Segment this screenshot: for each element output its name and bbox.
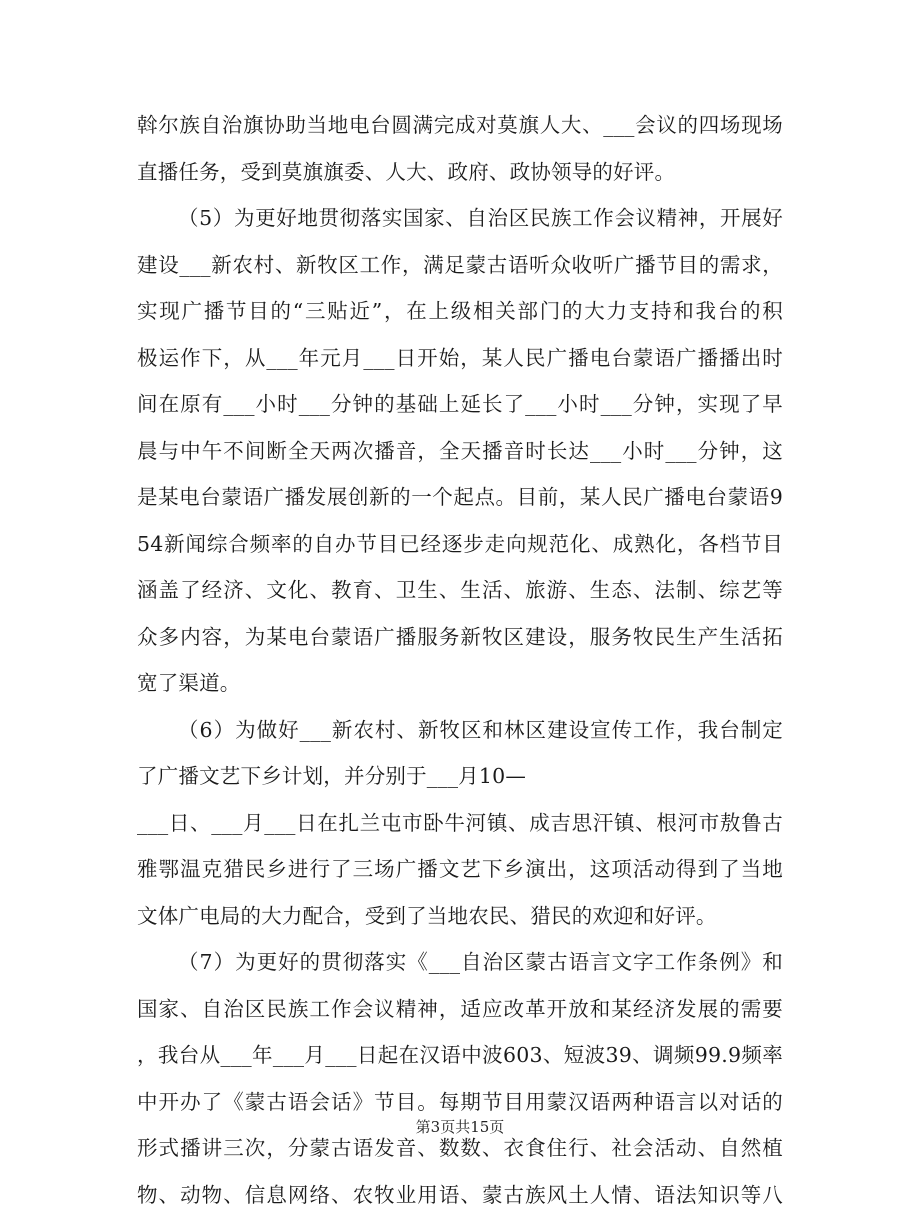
- paragraph-5-line-3: 实现广播节目的“三贴近”，在上级相关部门的大力支持和我台的积: [137, 288, 783, 335]
- paragraph-5-line-9: 涵盖了经济、文化、教育、卫生、生活、旅游、生态、法制、综艺等: [137, 567, 783, 614]
- paragraph-7-line-4: 中开办了《蒙古语会话》节目。每期节目用蒙汉语两种语言以对话的: [137, 1079, 783, 1126]
- paragraph-5-line-6: 晨与中午不间断全天两次播音，全天播音时长达___小时___分钟，这: [137, 428, 783, 475]
- paragraph-6-line-5: 文体广电局的大力配合，受到了当地农民、猎民的欢迎和好评。: [137, 893, 783, 940]
- paragraph-6-line-4: 雅鄂温克猎民乡进行了三场广播文艺下乡演出，这项活动得到了当地: [137, 846, 783, 893]
- page-number-footer: 第3页共15页: [0, 1116, 920, 1137]
- body-text: [137, 102, 783, 1218]
- paragraph-6-line-1: （6）为做好___新农村、新牧区和林区建设宣传工作，我台制定: [137, 707, 783, 754]
- text-line-2: 直播任务，受到莫旗旗委、人大、政府、政协领导的好评。: [137, 149, 783, 196]
- paragraph-5-line-11: 宽了渠道。: [137, 660, 783, 707]
- paragraph-5-line-10: 众多内容，为某电台蒙语广播服务新牧区建设，服务牧民生产生活拓: [137, 614, 783, 661]
- paragraph-6-line-3: ___日、___月___日在扎兰屯市卧牛河镇、成吉思汗镇、根河市敖鲁古: [137, 800, 783, 847]
- paragraph-5-line-5: 间在原有___小时___分钟的基础上延长了___小时___分钟，实现了早: [137, 381, 783, 428]
- paragraph-6-line-2: 了广播文艺下乡计划，并分别于___月10—: [137, 753, 783, 800]
- paragraph-5-line-4: 极运作下，从___年元月___日开始，某人民广播电台蒙语广播播出时: [137, 335, 783, 382]
- paragraph-7-line-5: 形式播讲三次，分蒙古语发音、数数、衣食住行、社会活动、自然植: [137, 1125, 783, 1172]
- paragraph-7-line-6: 物、动物、信息网络、农牧业用语、蒙古族风土人情、语法知识等八: [137, 1172, 783, 1218]
- paragraph-7-line-1: （7）为更好的贯彻落实《___自治区蒙古语言文字工作条例》和: [137, 939, 783, 986]
- paragraph-5-line-8: 54新闻综合频率的自办节目已经逐步走向规范化、成熟化，各档节目: [137, 521, 783, 568]
- paragraph-5-line-1: （5）为更好地贯彻落实国家、自治区民族工作会议精神，开展好: [137, 195, 783, 242]
- text-line-1: 斡尔族自治旗协助当地电台圆满完成对莫旗人大、___会议的四场现场: [137, 102, 783, 149]
- paragraph-7-line-3: ，我台从___年___月___日起在汉语中波603、短波39、调频99.9频率: [137, 1032, 783, 1079]
- paragraph-5-line-2: 建设___新农村、新牧区工作，满足蒙古语听众收听广播节目的需求，: [137, 242, 783, 289]
- paragraph-5-line-7: 是某电台蒙语广播发展创新的一个起点。目前，某人民广播电台蒙语9: [137, 474, 783, 521]
- paragraph-7-line-2: 国家、自治区民族工作会议精神，适应改革开放和某经济发展的需要: [137, 986, 783, 1033]
